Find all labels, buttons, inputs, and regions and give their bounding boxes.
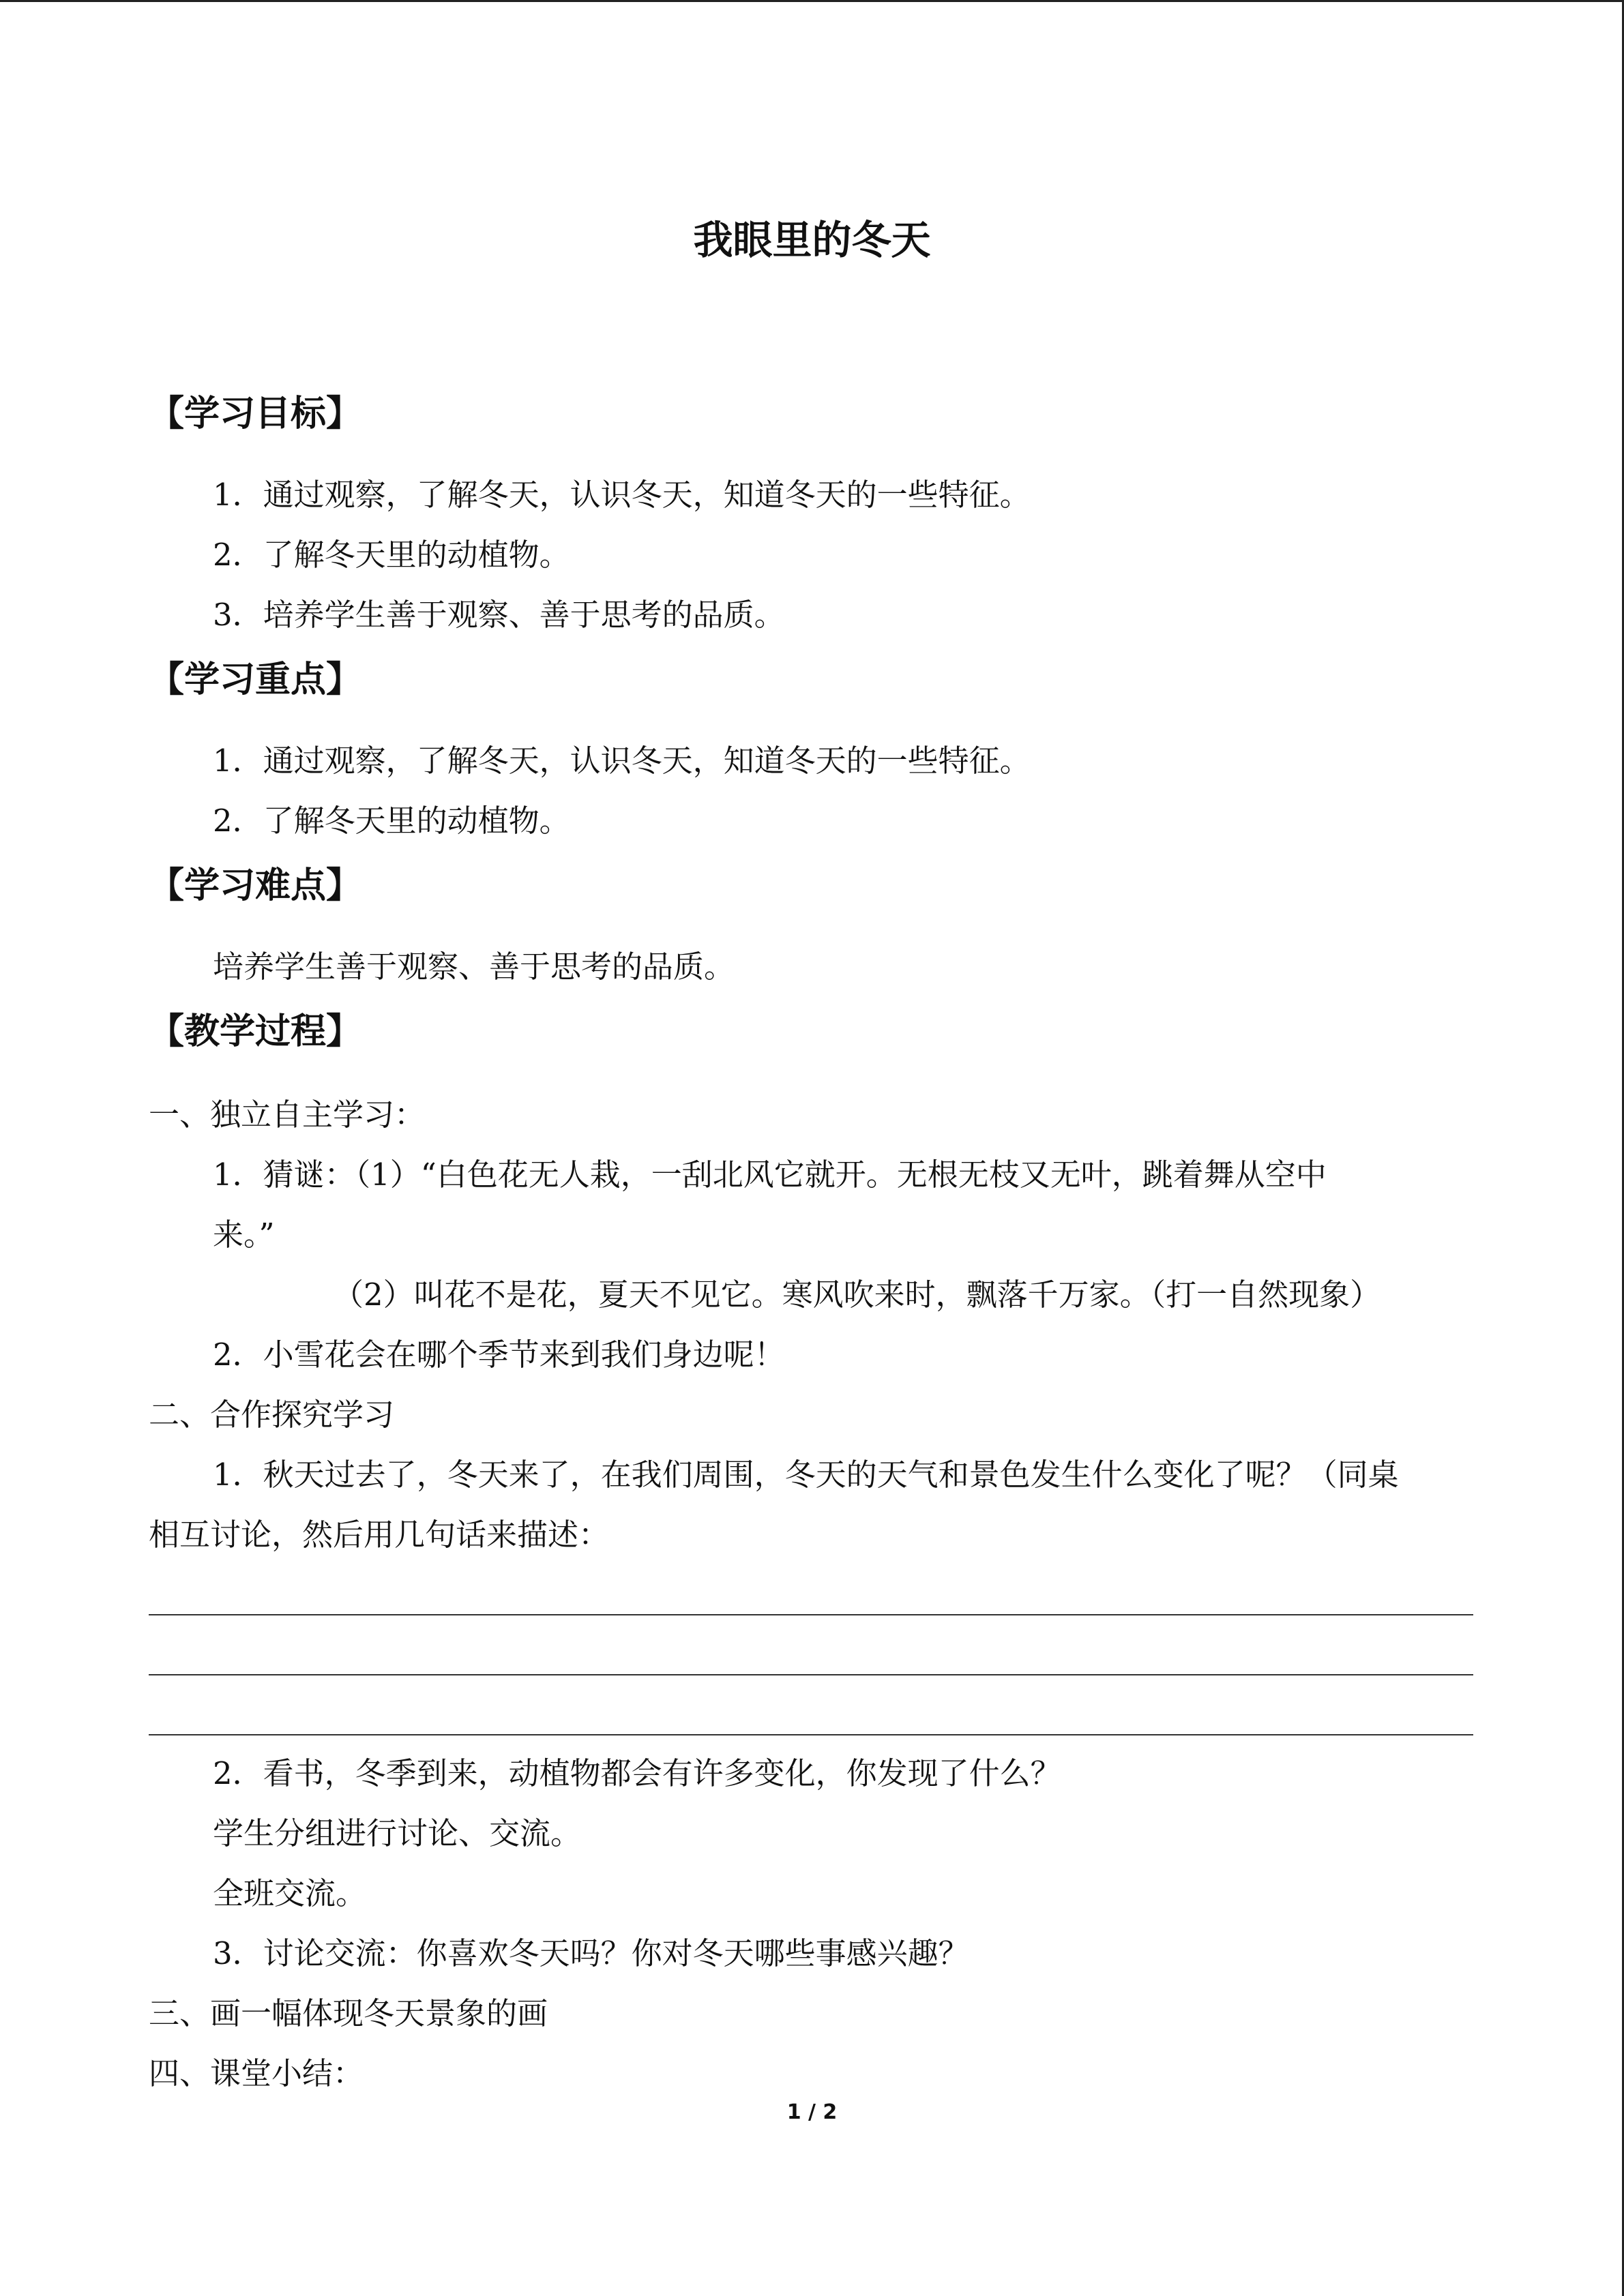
heading-objectives: 【学习目标】 <box>149 393 362 434</box>
heading-process: 【教学过程】 <box>149 1011 362 1052</box>
heading-key-points: 【学习重点】 <box>149 659 362 700</box>
riddle-line-1: 1．猜谜：（1）“白色花无人栽，一刮北风它就开。无根无枝又无叶，跳着舞从空中 <box>213 1157 1327 1193</box>
answer-line-3 <box>149 1734 1473 1735</box>
key-point-item-1: 1．通过观察，了解冬天，认识冬天，知道冬天的一些特征。 <box>213 743 1031 779</box>
heading-difficulties: 【学习难点】 <box>149 865 362 906</box>
part3-title: 三、画一幅体现冬天景象的画 <box>149 1995 548 2031</box>
class-exchange: 全班交流。 <box>213 1875 367 1911</box>
book-question: 2．看书，冬季到来，动植物都会有许多变化，你发现了什么？ <box>213 1755 1061 1791</box>
part1-title: 一、独立自主学习： <box>149 1097 426 1133</box>
objective-item-3: 3．培养学生善于观察、善于思考的品质。 <box>213 597 785 633</box>
page-number: 1 / 2 <box>786 2100 838 2124</box>
riddle-line-2: 来。” <box>213 1217 275 1253</box>
part2-title: 二、合作探究学习 <box>149 1397 395 1433</box>
discussion-line-1: 1．秋天过去了，冬天来了，在我们周围，冬天的天气和景色发生什么变化了呢？（同桌 <box>213 1457 1399 1493</box>
page-border-top <box>0 0 1624 2</box>
question-3: 3．讨论交流：你喜欢冬天吗？你对冬天哪些事感兴趣？ <box>213 1935 969 1971</box>
riddle-line-3: （2）叫花不是花，夏天不见它。寒风吹来时，飘落千万家。（打一自然现象） <box>333 1277 1381 1313</box>
part4-title: 四、课堂小结： <box>149 2055 364 2091</box>
group-discussion: 学生分组进行讨论、交流。 <box>213 1815 582 1851</box>
key-point-item-2: 2．了解冬天里的动植物。 <box>213 803 570 839</box>
answer-line-1 <box>149 1614 1473 1615</box>
question-2: 2．小雪花会在哪个季节来到我们身边呢！ <box>213 1337 785 1373</box>
objective-item-1: 1．通过观察，了解冬天，认识冬天，知道冬天的一些特征。 <box>213 477 1031 513</box>
answer-line-2 <box>149 1674 1473 1675</box>
discussion-line-2: 相互讨论，然后用几句话来描述： <box>149 1517 610 1553</box>
page-title: 我眼里的冬天 <box>693 217 931 263</box>
difficulty-item-1: 培养学生善于观察、善于思考的品质。 <box>213 949 735 985</box>
objective-item-2: 2．了解冬天里的动植物。 <box>213 537 570 573</box>
